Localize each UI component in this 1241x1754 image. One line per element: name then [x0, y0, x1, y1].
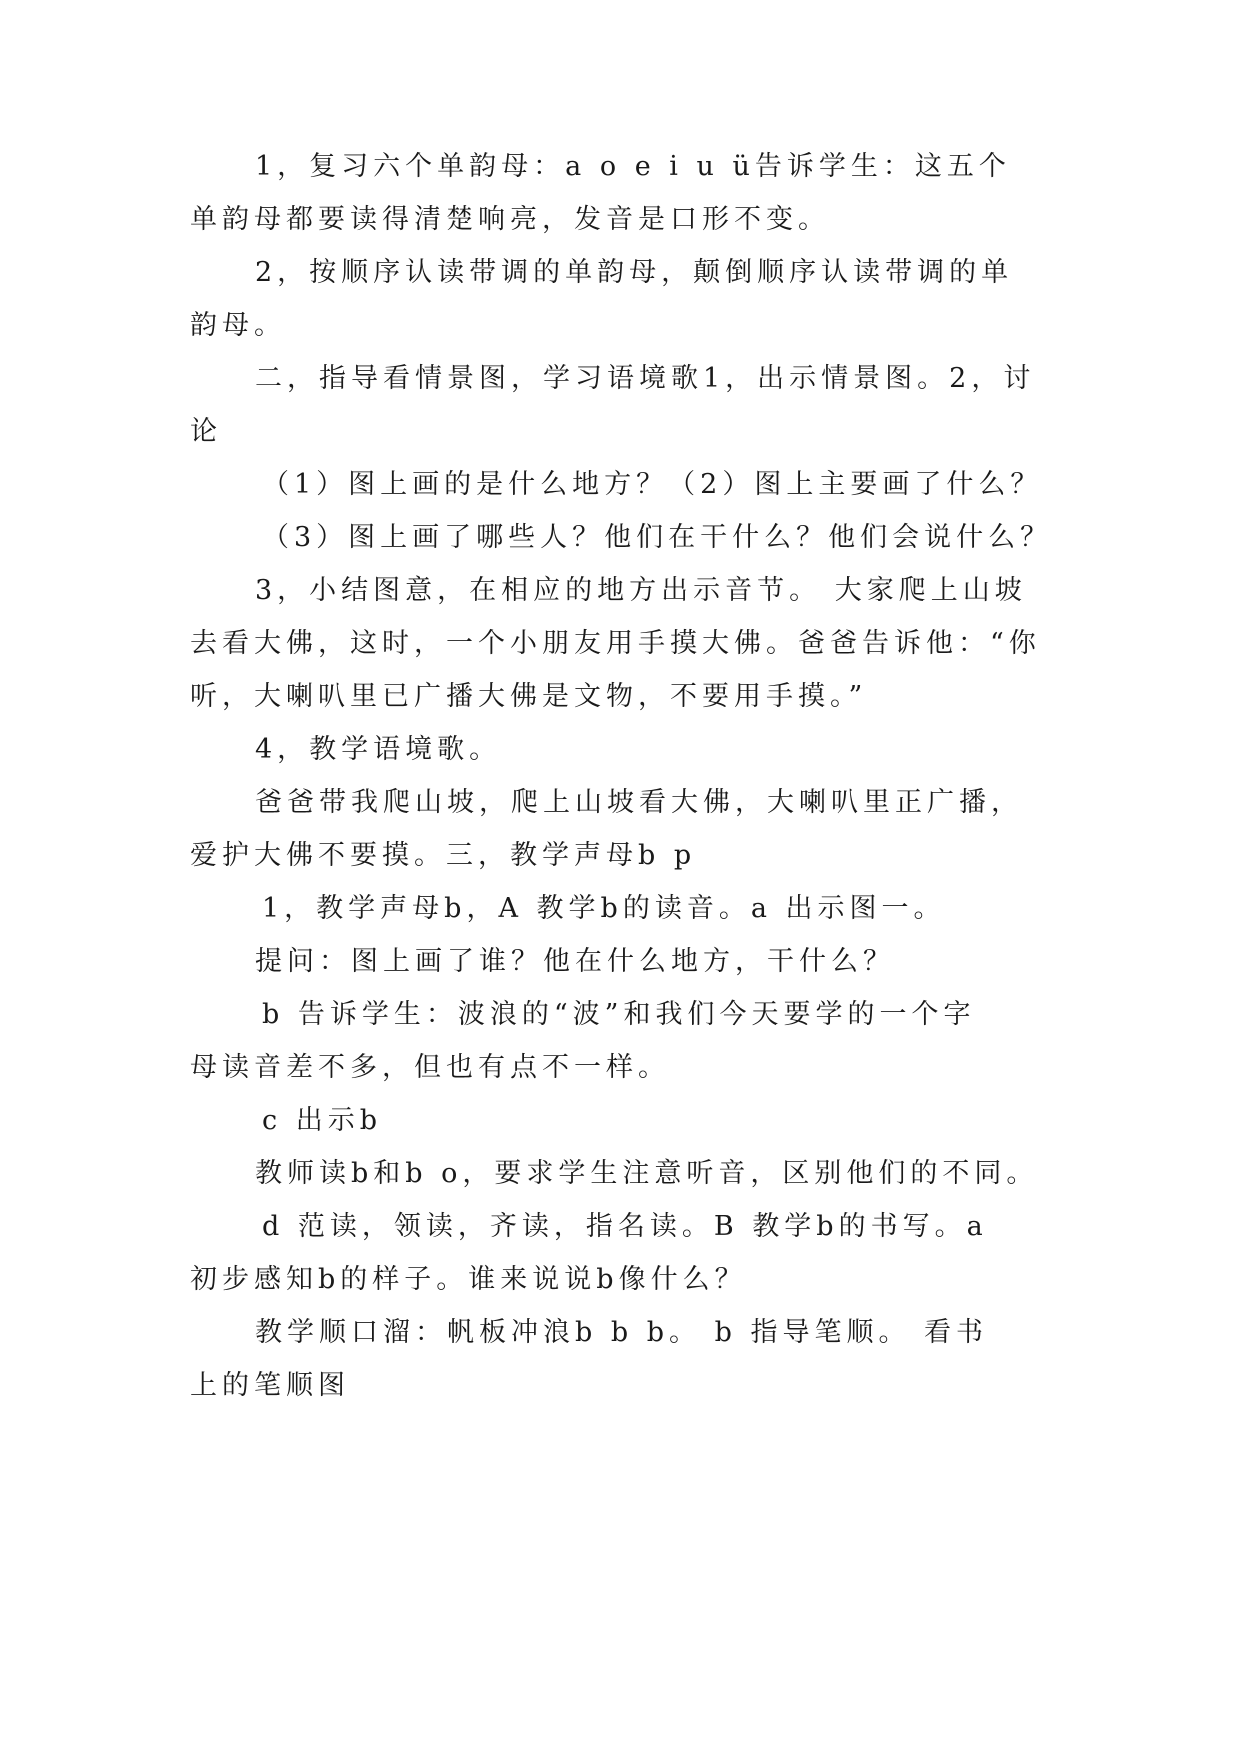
paragraph-line-21: d 范读，领读，齐读，指名读。B 教学b的书写。a: [262, 1211, 988, 1242]
paragraph-line-23: 教学顺口溜：帆板冲浪b b b。 b 指导笔顺。 看书: [255, 1317, 989, 1348]
paragraph-line-2: 单韵母都要读得清楚响亮，发音是口形不变。: [190, 204, 830, 235]
paragraph-line-13: 爸爸带我爬山坡，爬上山坡看大佛，大喇叭里正广播，: [255, 787, 1023, 818]
paragraph-line-11: 听，大喇叭里已广播大佛是文物，不要用手摸。”: [190, 681, 868, 712]
paragraph-line-4: 韵母。: [190, 310, 286, 341]
paragraph-line-8: （3）图上画了哪些人？他们在干什么？他们会说什么？: [262, 522, 1053, 553]
paragraph-line-22: 初步感知b的样子。谁来说说b像什么？: [190, 1264, 747, 1295]
paragraph-line-9: 3，小结图意，在相应的地方出示音节。 大家爬上山坡: [255, 575, 1027, 606]
paragraph-line-14: 爱护大佛不要摸。三，教学声母b p: [190, 840, 697, 871]
paragraph-line-17: b 告诉学生：波浪的“波”和我们今天要学的一个字: [262, 999, 976, 1030]
paragraph-line-24: 上的笔顺图: [190, 1370, 350, 1401]
paragraph-line-6: 论: [190, 416, 222, 447]
paragraph-line-16: 提问：图上画了谁？他在什么地方，干什么？: [255, 946, 895, 977]
paragraph-line-1: 1，复习六个单韵母：a o e i u ü告诉学生：这五个: [255, 151, 1011, 182]
paragraph-line-20: 教师读b和b o，要求学生注意听音，区别他们的不同。: [255, 1158, 1039, 1189]
paragraph-line-5: 二，指导看情景图，学习语境歌1，出示情景图。2，讨: [255, 363, 1036, 394]
paragraph-line-15: 1，教学声母b，A 教学b的读音。a 出示图一。: [262, 893, 946, 924]
paragraph-line-7: （1）图上画的是什么地方？（2）图上主要画了什么？: [262, 469, 1043, 500]
paragraph-line-19: c 出示b: [262, 1105, 382, 1136]
paragraph-line-18: 母读音差不多，但也有点不一样。: [190, 1052, 670, 1083]
paragraph-line-10: 去看大佛，这时，一个小朋友用手摸大佛。爸爸告诉他：“你: [190, 628, 1041, 659]
paragraph-line-3: 2，按顺序认读带调的单韵母，颠倒顺序认读带调的单: [255, 257, 1014, 288]
paragraph-line-12: 4，教学语境歌。: [255, 734, 502, 765]
